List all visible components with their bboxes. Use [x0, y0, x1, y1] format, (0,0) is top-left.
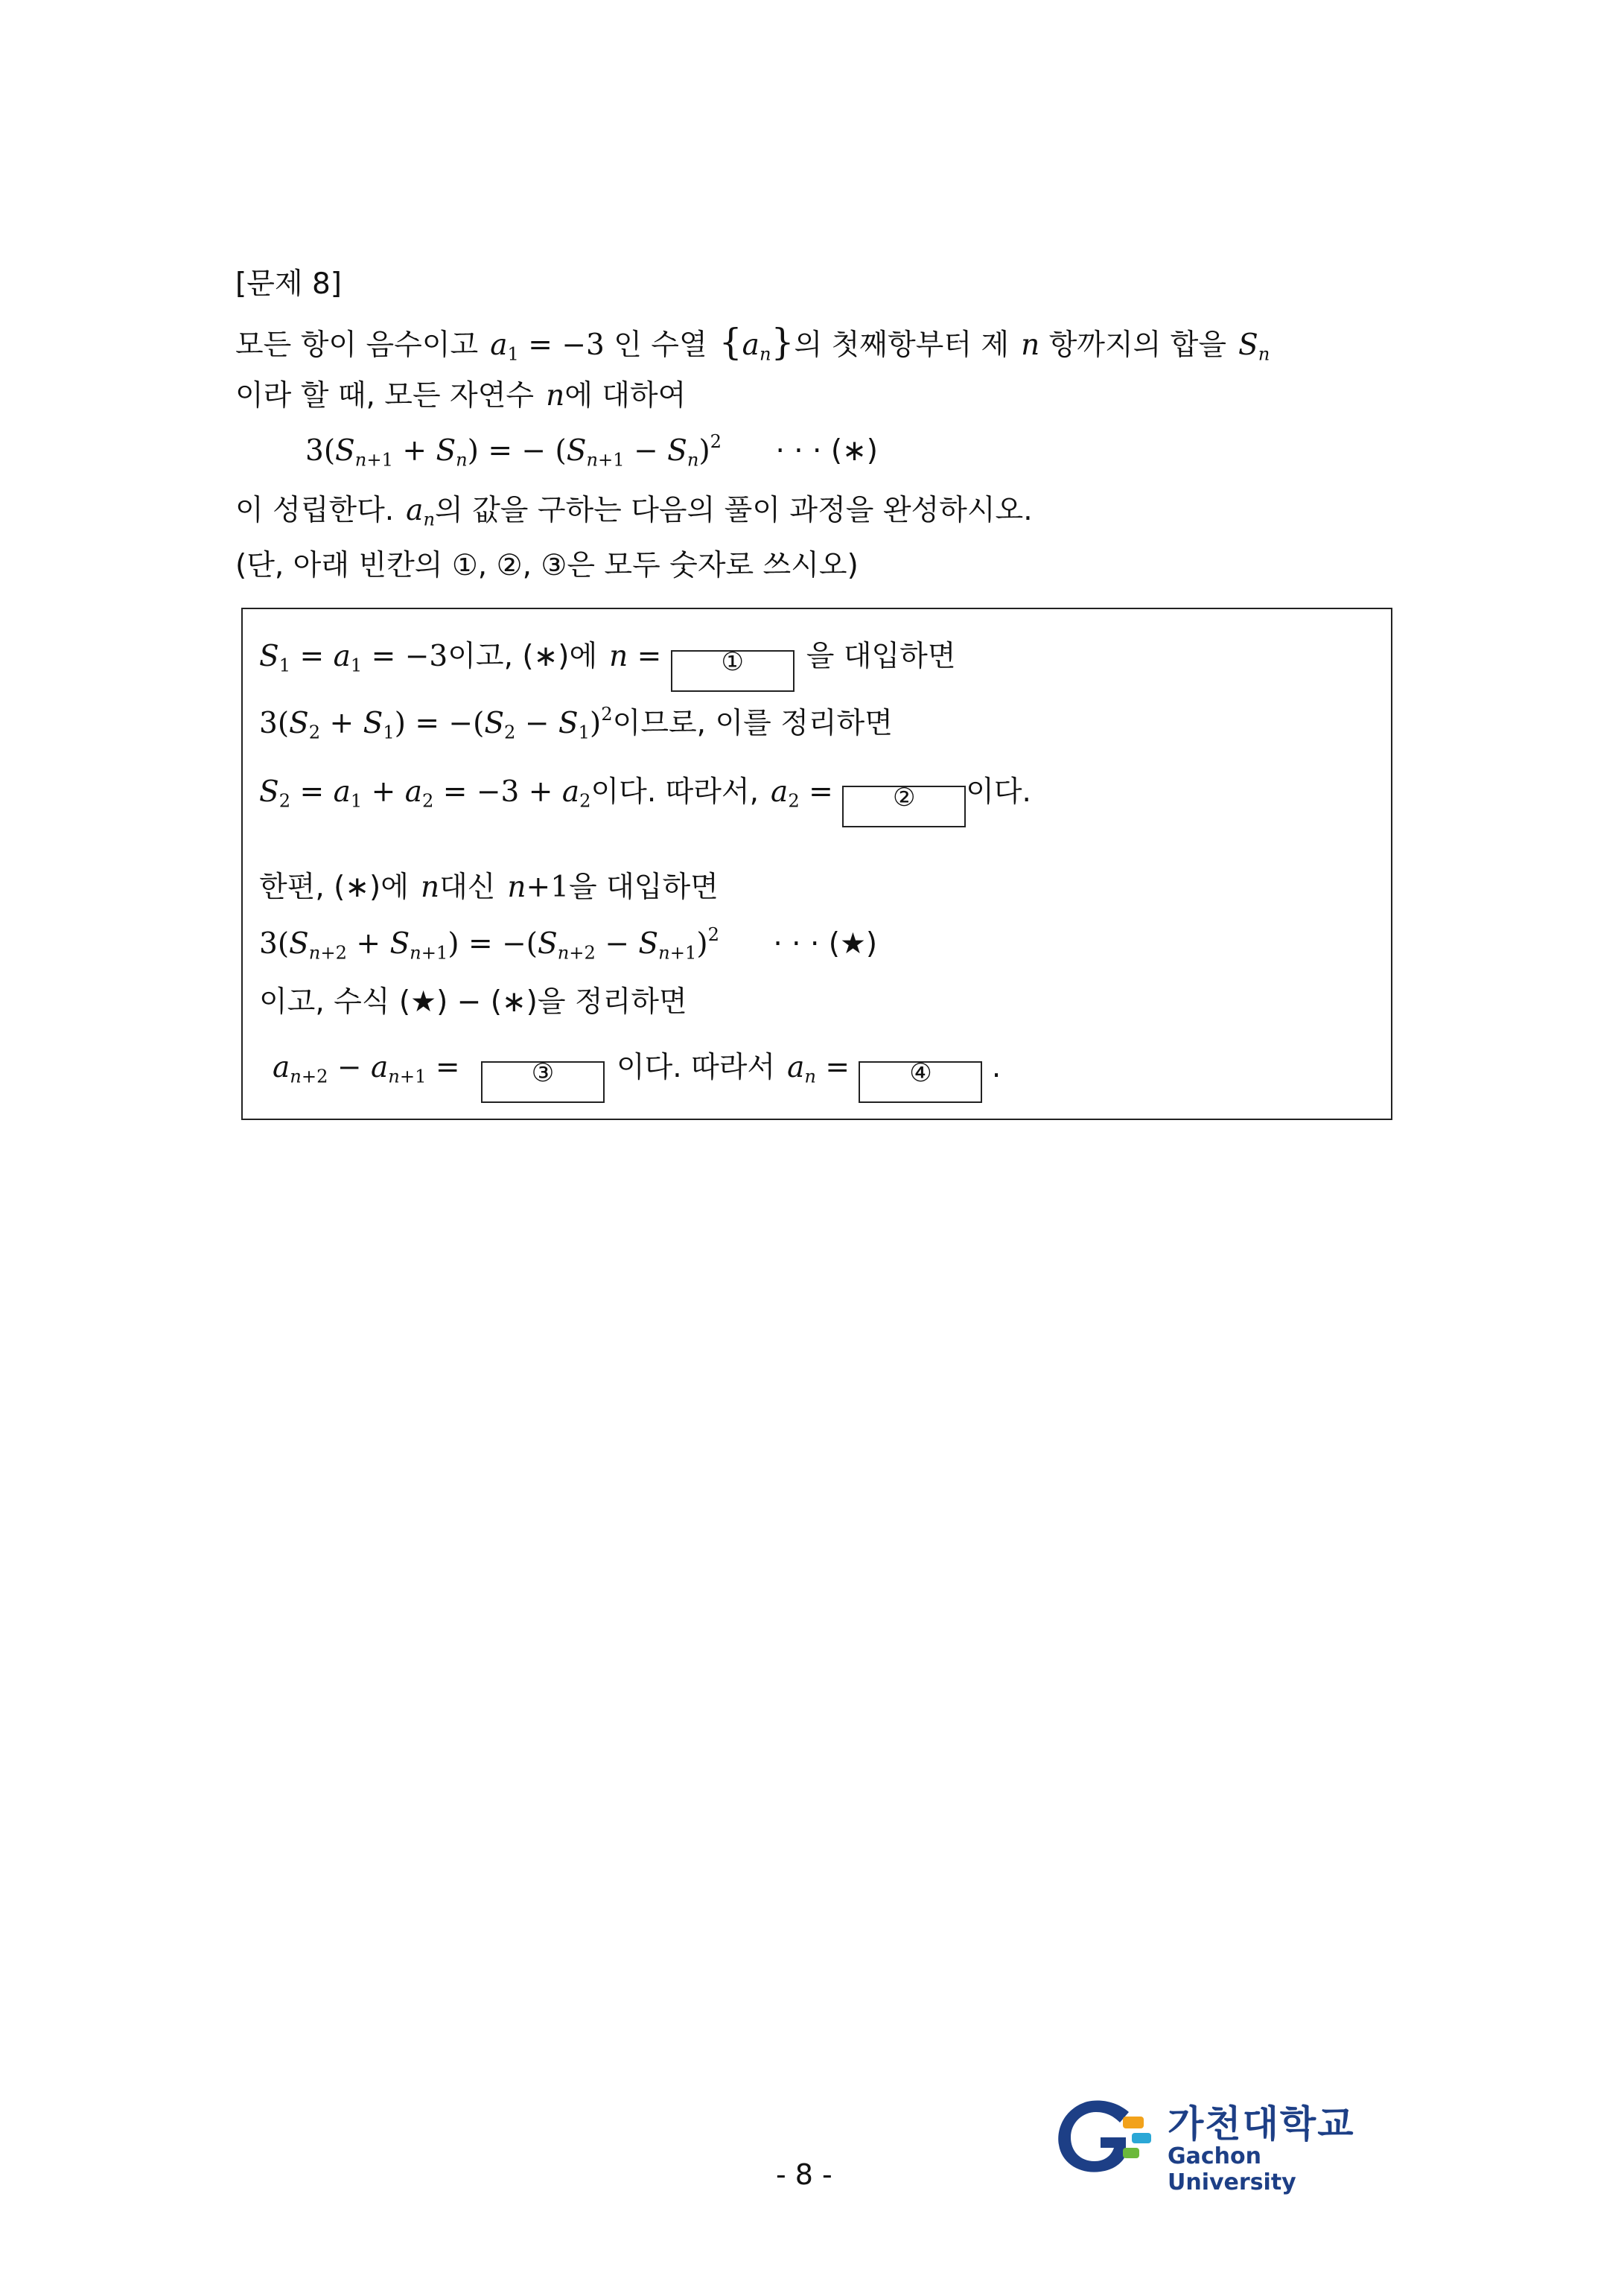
- solution-row-1: $S_1 = a_1 = -3$이고, (∗)에 n = ① 을 대입하면: [259, 642, 956, 692]
- blank-1[interactable]: ①: [671, 650, 795, 692]
- gachon-emblem-icon: [1048, 2091, 1160, 2181]
- page-number: - 8 -: [776, 2158, 832, 2191]
- logo-english: Gachon University: [1168, 2143, 1296, 2195]
- solution-box: [241, 608, 1392, 1120]
- blank-2[interactable]: ②: [842, 786, 966, 827]
- solution-row-3: $S_2 = a_1 + a_2 = -3 + a_2$이다. 따라서, $a_2$ = ② 이다.: [259, 777, 1031, 827]
- solution-row-5: $3(S_{n+2} + S_{n+1}) = -(S_{n+2} - S_{n+1})^2$ · · · (★): [259, 924, 878, 964]
- problem-line-2: 이라 할 때, 모든 자연수 n에 대하여: [235, 379, 687, 413]
- solution-row-6: 이고, 수식 (★) − (∗)을 정리하면: [259, 985, 687, 1019]
- problem-header: [문제 8]: [235, 267, 342, 301]
- problem-line-4: 이 성립한다. $a_n$의 값을 구하는 다음의 풀이 과정을 완성하시오.: [235, 494, 1033, 530]
- gachon-logo: [1048, 2091, 1376, 2195]
- solution-row-7: $a_{n+2} - a_{n+1}$ = ③ 이다. 따라서 $a_n$ = ④ .: [273, 1053, 1001, 1103]
- logo-korean: 가천대학교: [1168, 2102, 1355, 2146]
- blank-3[interactable]: ③: [481, 1061, 605, 1103]
- problem-equation: $3(S_{n+1} + S_n)$ = − $(S_{n+1} - S_n)^2$ · · · (∗): [305, 431, 878, 471]
- problem-note: (단, 아래 빈칸의 ①, ②, ③은 모두 숫자로 쓰시오): [235, 549, 859, 582]
- blank-4[interactable]: ④: [859, 1061, 982, 1103]
- solution-row-4: 한편, (∗)에 n대신 n+1을 대입하면: [259, 871, 719, 904]
- solution-row-2: $3(S_2 + S_1) = -(S_2 - S_1)^2$이므로, 이를 정리하면: [259, 704, 893, 743]
- problem-line-1: 모든 항이 음수이고 $a_1 = -3$ 인 수열 $\{a_n\}$의 첫째항부터 제 n 항까지의 합을 $S_n$: [235, 322, 1270, 365]
